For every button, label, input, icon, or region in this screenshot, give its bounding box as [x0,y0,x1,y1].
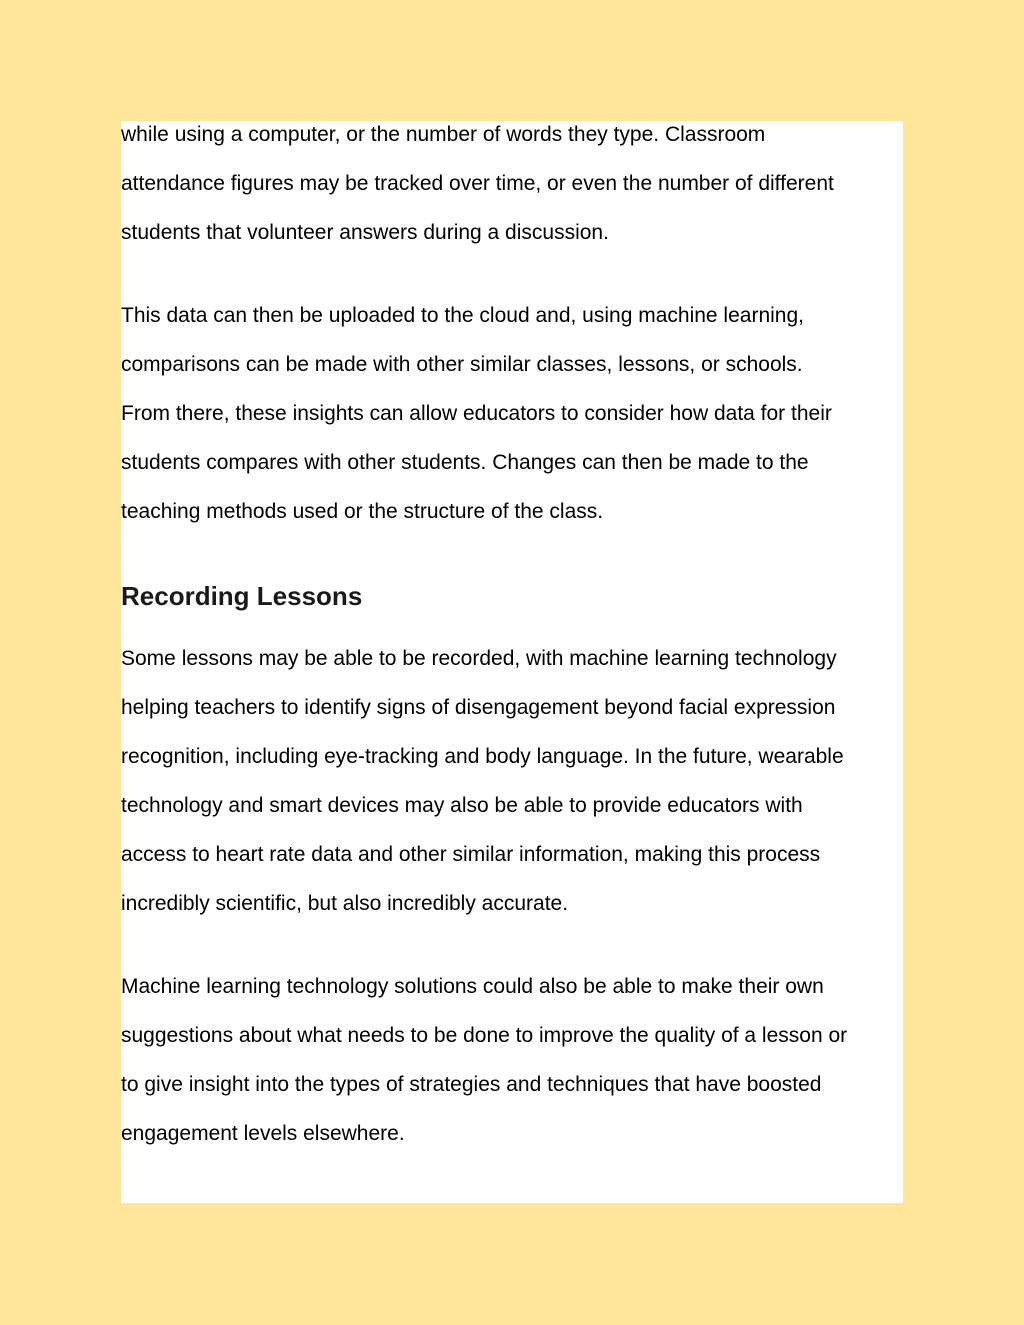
text-line: engagement levels elsewhere. [121,1122,405,1145]
paragraph-recording-lessons [121,634,921,928]
paragraph-engagement-data [121,110,921,257]
paragraph-ml-suggestions [121,962,921,1158]
text-line: to give insight into the types of strategies and techniques that have boosted [121,1073,822,1096]
text-line: incredibly scientific, but also incredibly accurate. [121,892,569,915]
section-heading: Recording Lessons [121,581,363,611]
text-line: From there, these insights can allow educators to consider how data for their [121,402,832,425]
text-line: attendance figures may be tracked over time, or even the number of different [121,172,834,195]
text-line: teaching methods used or the structure of the class. [121,500,604,523]
text-line: helping teachers to identify signs of disengagement beyond facial expression [121,696,836,719]
text-line: Some lessons may be able to be recorded, with machine learning technology [121,647,837,670]
document-page [121,121,903,1203]
text-line: This data can then be uploaded to the cloud and, using machine learning, [121,304,804,327]
text-line: students compares with other students. Changes can then be made to the [121,451,809,474]
text-line: students that volunteer answers during a discussion. [121,221,609,244]
paragraph-cloud-upload [121,291,921,536]
text-line: while using a computer, or the number of words they type. Classroom [121,123,766,146]
text-line: suggestions about what needs to be done to improve the quality of a lesson or [121,1024,848,1047]
text-line: access to heart rate data and other similar information, making this process [121,843,821,866]
text-line: comparisons can be made with other similar classes, lessons, or schools. [121,353,803,376]
text-line: technology and smart devices may also be able to provide educators with [121,794,803,817]
text-line: recognition, including eye-tracking and body language. In the future, wearable [121,745,844,768]
text-line: Machine learning technology solutions could also be able to make their own [121,975,824,998]
